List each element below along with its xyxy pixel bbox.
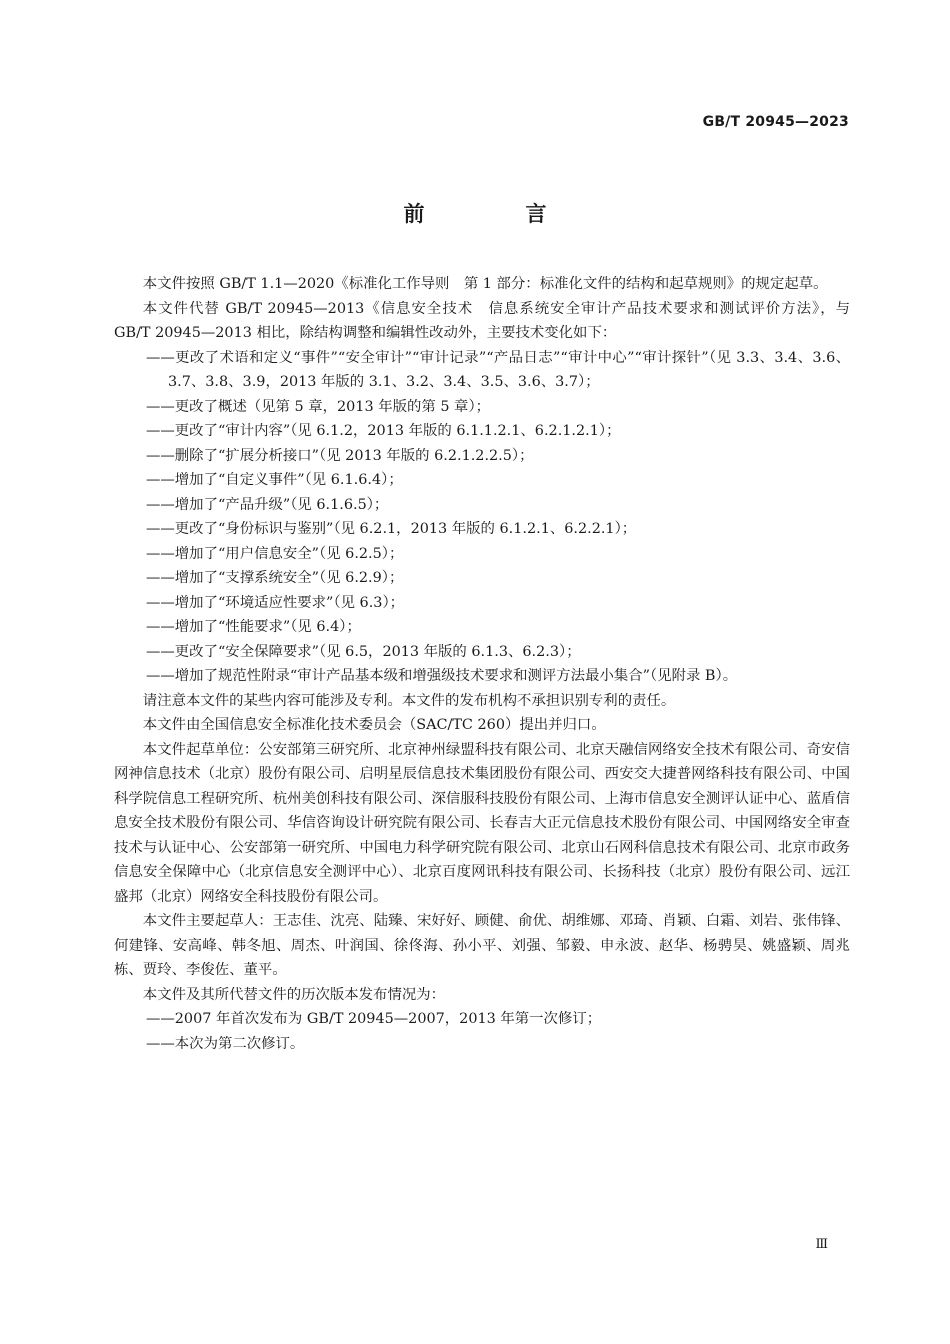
change-list-item: ——增加了“环境适应性要求”（见 6.3）；	[146, 594, 405, 611]
change-list-item: ——增加了规范性附录“审计产品基本级和增强级技术要求和测评方法最小集合”（见附录 B）。	[146, 668, 738, 684]
change-list-item: ——增加了“用户信息安全”（见 6.2.5）；	[146, 545, 404, 562]
change-list-item: ——增加了“性能要求”（见 6.4）；	[146, 619, 361, 635]
change-list-item: ——更改了“审计内容”（见 6.1.2，2013 年版的 6.1.1.2.1、6.2.1.2.1）；	[146, 423, 621, 439]
body-paragraph: 本文件及其所代替文件的历次版本发布情况为：	[142, 986, 446, 1003]
body-paragraph: 本文件由全国信息安全标准化技术委员会（SAC/TC 260）提出并归口。	[142, 717, 606, 733]
change-list-item: ——增加了“自定义事件”（见 6.1.6.4）；	[146, 472, 403, 488]
body-paragraph: 本文件起草单位：公安部第三研究所、北京神州绿盟科技有限公司、北京天融信网络安全技术有限公司、奇安信网神信息技术（北京）股份有限公司、启明星辰信息技术集团股份有限公司、西安交大捷普网络科技有限公司、中国科学院信息工程研究所、杭州美创科技有限公司、深信服科技股份有限公司、上海市信息安全测评认证中心、蓝盾信息安全技术股份有限公司、华信咨询设计研究院有限公司、长春吉大正元信息技术股份有限公司、中国网络安全审查技术与认证中心、公安部第一研究所、中国电力科学研究院有限公司、北京山石网科信息技术有限公司、北京市政务信息安全保障中心（北京信息安全测评中心）、北京百度网讯科技有限公司、长扬科技（北京）股份有限公司、远江盛邦（北京）网络安全科技股份有限公司。	[114, 741, 850, 905]
change-list-item: ——更改了“身份标识与鉴别”（见 6.2.1，2013 年版的 6.1.2.1、6.2.2.1）；	[146, 521, 637, 537]
page-number: Ⅲ	[815, 1237, 828, 1252]
body-paragraph: 请注意本文件的某些内容可能涉及专利。本文件的发布机构不承担识别专利的责任。	[142, 692, 676, 709]
change-list-item: ——2007 年首次发布为 GB/T 20945—2007，2013 年第一次修订；	[146, 1011, 602, 1027]
change-list-item: ——增加了“支撑系统安全”（见 6.2.9）；	[146, 570, 404, 586]
change-list-item: ——更改了术语和定义“事件”“安全审计”“审计记录”“产品日志”“审计中心”“审计探针”（见 3.3、3.4、3.6、3.7、3.8、3.9，2013 年版的 3.1、3.2、3.4、3.5、3.6、3.7）；	[146, 349, 850, 390]
change-list-item: ——删除了“扩展分析接口”（见 2013 年版的 6.2.1.2.2.5）；	[146, 447, 534, 464]
change-list-item: ——更改了“安全保障要求”（见 6.5，2013 年版的 6.1.3、6.2.3）；	[146, 643, 581, 660]
body-paragraph: 本文件代替 GB/T 20945—2013《信息安全技术 信息系统安全审计产品技术要求和测试评价方法》，与 GB/T 20945—2013 相比，除结构调整和编辑性改动外，主要技术变化如下：	[114, 300, 850, 341]
standard-code: GB/T 20945—2023	[702, 114, 849, 130]
change-list-item: ——本次为第二次修订。	[146, 1035, 305, 1052]
page-title: 前 言	[403, 202, 587, 226]
change-list-item: ——增加了“产品升级”（见 6.1.6.5）；	[146, 496, 389, 513]
change-list-item: ——更改了概述（见第 5 章，2013 年版的第 5 章）；	[146, 398, 491, 415]
foreword-body	[114, 272, 850, 1056]
body-paragraph: 本文件主要起草人：王志佳、沈亮、陆臻、宋好好、顾健、俞优、胡维娜、邓琦、肖颖、白霜、刘岩、张伟锋、何建锋、安高峰、韩冬旭、周杰、叶润国、徐佟海、孙小平、刘强、邹毅、申永波、赵华、杨骋昊、姚盛颖、周兆栋、贾玲、李俊佐、董平。	[114, 913, 850, 978]
body-paragraph: 本文件按照 GB/T 1.1—2020《标准化工作导则 第 1 部分：标准化文件的结构和起草规则》的规定起草。	[142, 276, 828, 292]
